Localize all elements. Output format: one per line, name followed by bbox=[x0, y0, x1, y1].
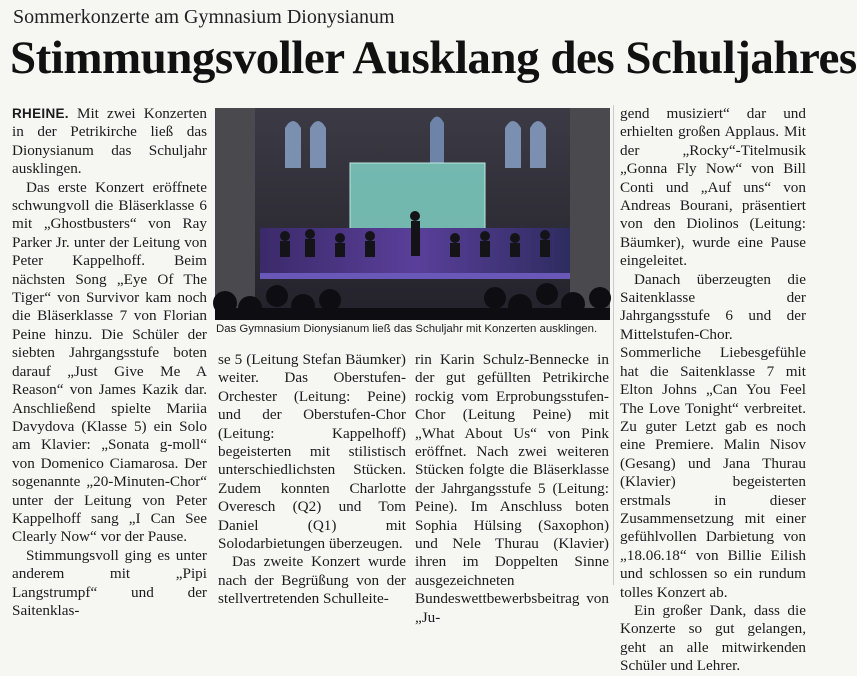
body-paragraph: se 5 (Leitung Stefan Bäumker) weiter. Das Oberstufen-Orchester (Leitung: Peine) und der Oberstufen-Chor (Leitung: Kappelhoff) begeisterten mit stilistisch unterschiedlichsten Stücken. Zudem konnten Charlotte Overesch (Q2) und Tom Daniel (Q1) mit Solodarbietungen überzeugen. bbox=[218, 351, 406, 553]
body-paragraph: Stimmungsvoll ging es unter anderem mit „Pipi Langstrumpf“ und der Saitenklas- bbox=[12, 546, 207, 619]
kicker: Sommerkonzerte am Gymnasium Dionysianum bbox=[13, 6, 395, 28]
article-column-3 bbox=[415, 351, 609, 626]
concert-photo bbox=[215, 108, 610, 320]
photo-caption: Das Gymnasium Dionysianum ließ das Schuljahr mit Konzerten ausklingen. bbox=[216, 323, 598, 335]
lead-text: Mit zwei Konzerten in der Petrikirche ließ das Dionysianum das Schuljahr ausklingen. bbox=[12, 105, 207, 178]
body-paragraph: gend musiziert“ dar und erhielten großen Applaus. Mit der „Rocky“-Titelmusik „Gonna Fly Now“ von Bill Conti und „Auf uns“ von Andreas Bourani, präsentiert von den Diolinos (Leitung: Bäumker), wurde eine Pause eingeleitet. bbox=[620, 105, 806, 270]
dateline: RHEINE. bbox=[12, 106, 69, 121]
article-column-4 bbox=[620, 105, 806, 675]
body-paragraph: Danach überzeugten die Saitenklasse der Jahrgangsstufe 6 und der Mittelstufen-Chor. Sommerliche Liebesgefühle hat die Saitenklasse 7 mit Elton Johns „Can You Feel The Love Tonight“ verbreitet. Zu guter Letzt gab es noch eine Premiere. Malin Nisov (Gesang) und Jana Thurau (Klavier) begeisterten erstmals in dieser Zusammensetzung mit einer gefühlvollen Darbietung von „18.06.18“ von Billie Eilish und schlossen so ein rundum tolles Konzert ab. bbox=[620, 270, 806, 601]
body-paragraph: Das zweite Konzert wurde nach der Begrüßung von der stellvertretenden Schulleite- bbox=[218, 553, 406, 608]
column-divider bbox=[613, 105, 614, 585]
lead-paragraph bbox=[12, 105, 207, 179]
body-paragraph: Ein großer Dank, dass die Konzerte so gut gelangen, geht an alle mitwirkenden Schüler und Lehrer. bbox=[620, 601, 806, 675]
article-column-1 bbox=[12, 105, 207, 619]
concert-photo-image bbox=[215, 108, 610, 320]
headline: Stimmungsvoller Ausklang des Schuljahres bbox=[10, 32, 857, 84]
article-column-2 bbox=[218, 351, 406, 608]
body-paragraph: rin Karin Schulz-Bennecke in der gut gefüllten Petrikirche rockig vom Erprobungsstufen-Chor (Leitung Peine) mit „What About Us“ von Pink eröffnet. Nach zwei weiteren Stücken folgte die Bläserklasse der Jahrgangsstufe 5 (Leitung: Peine). Im Anschluss boten Sophia Hülsing (Saxophon) und Nele Thurau (Klavier) ihren im Doppelten Sinne ausgezeichneten Bundeswettbewerbsbeitrag von „Ju- bbox=[415, 351, 609, 626]
body-paragraph: Das erste Konzert eröffnete schwungvoll die Bläserklasse 6 mit „Ghostbusters“ von Ray Parker Jr. unter der Leitung von Peter Kappelhoff. Beim nächsten Song „Eye Of The Tiger“ von Survivor kam noch die Bläserklasse 7 von Florian Peine hinzu. Die Schüler der siebten Jahrgangsstufe boten darauf „Just Give Me A Reason“ von James Kazik dar. Anschließend spielte Mariia Davydova (Klasse 5) ein Solo am Klavier: „Sonata g-moll“ von Domenico Ciamarosa. Der sogenannte „20-Minuten-Chor“ unter der Leitung von Peter Kappelhoff sang „I Can See Clearly Now“ vor der Pause. bbox=[12, 178, 207, 546]
